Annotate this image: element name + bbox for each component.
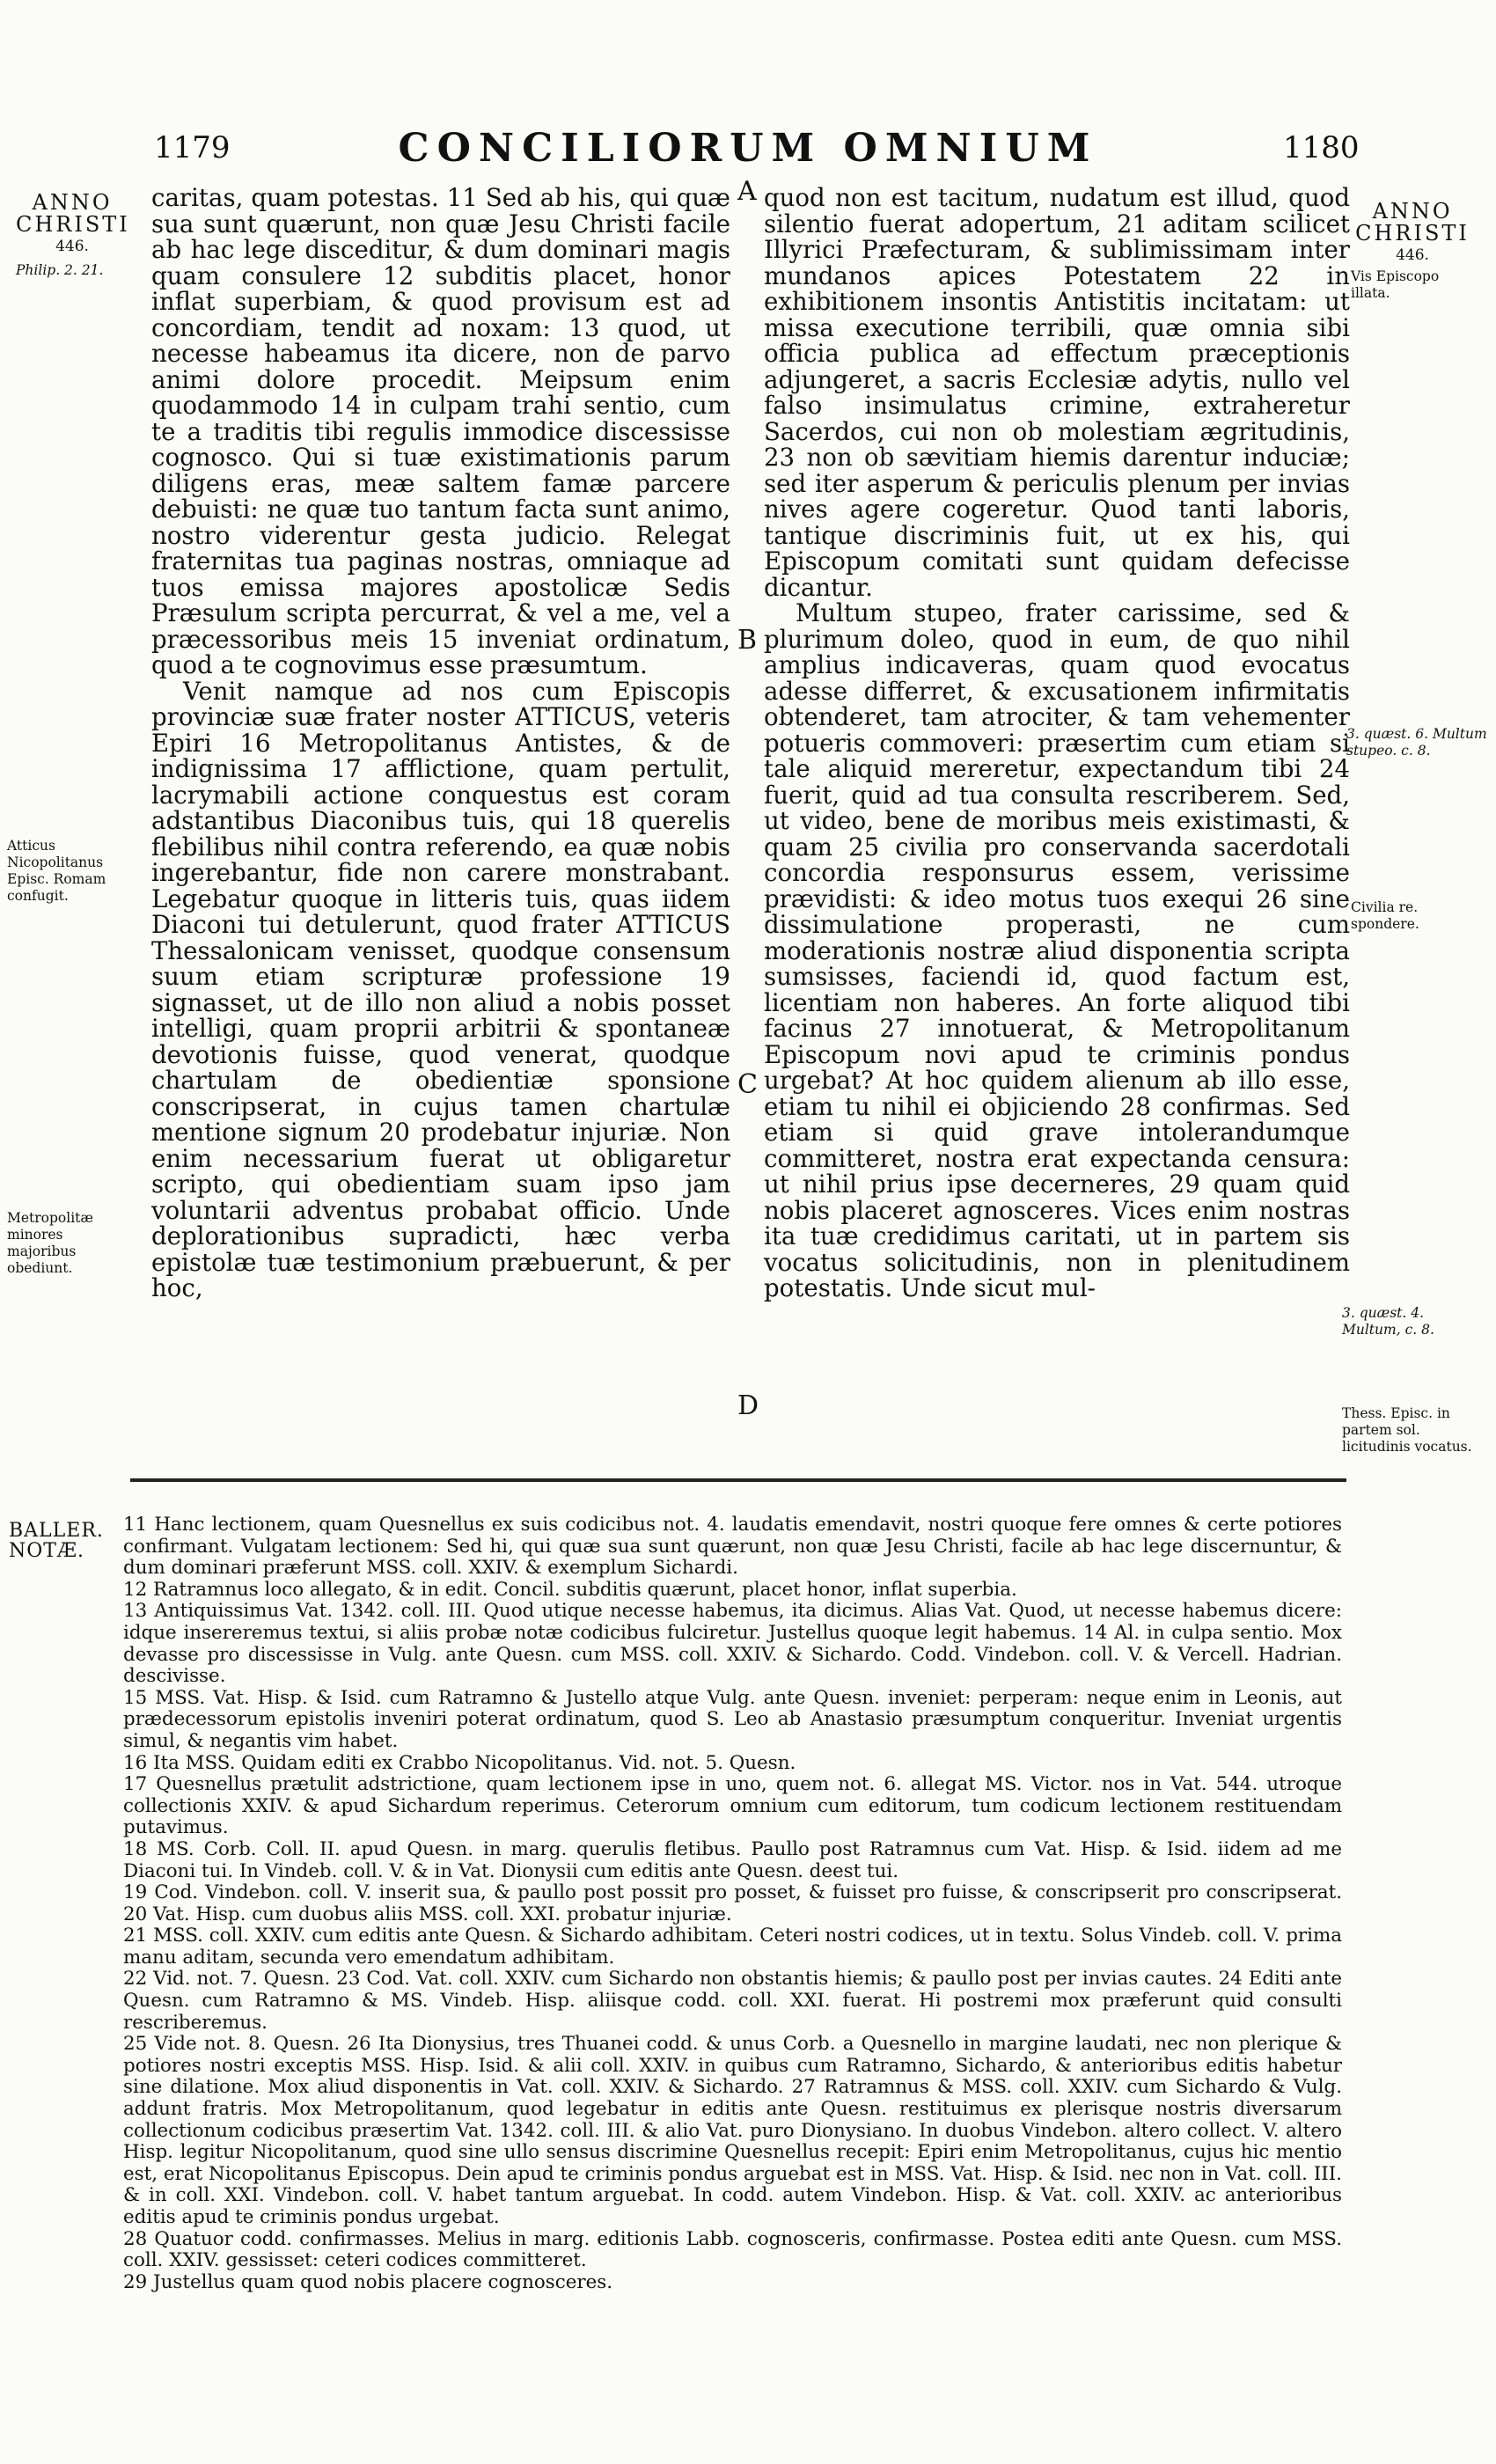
text-column-right [764, 185, 1350, 1302]
notes-label-baller: BALLER. [9, 1520, 104, 1542]
margin-note-quaest4: 3. quæst. 4. Multum, c. 8. [1342, 1305, 1434, 1338]
footnote: 15 MSS. Vat. Hisp. & Isid. cum Ratramno & Justello atque Vulg. ante Quesn. inveniet: perperam: neque enim in Leonis, aut prædecessorum epistolis inveniri poterat ordinatum, quod S. Leo ab Anastasio præsumptum conqueritur. Inveniat urgentis simul, & negantis vim habet. [123, 1686, 1342, 1752]
margin-note-quaest6: 3. quæst. 6. Multum stupeo. c. 8. [1346, 726, 1487, 759]
footnote: 21 MSS. coll. XXIV. cum editis ante Quesn. & Sichardo adhibitam. Ceteri nostri codices, ut in textu. Solus Vindeb. coll. V. prima manu aditam, secunda vero emendatum adhibitam. [123, 1925, 1342, 1969]
notes-label-notae: NOTÆ. [9, 1540, 84, 1562]
year-number: 446. [1396, 246, 1429, 264]
page-number-left: 1179 [154, 130, 231, 165]
paragraph: caritas, quam potestas. 11 Sed ab his, qui quæ sua sunt quærunt, non quæ Jesu Christi facile ab hac lege disceditur, & dum dominari magis quam consulere 12 subditis placet, honor inflat superbiam, & quod provisum est ad concordiam, tendit ad noxam: 13 quod, ut necesse habeamus ita dicere, non de parvo animi dolore procedit. Meipsum enim quodammodo 14 in culpam trahi sentio, cum te a traditis tibi regulis immodice discessisse cognosco. Qui si tuæ existimationis parum diligens eras, meæ saltem famæ parcere debuisti: ne quæ tuo tantum facta sunt animo, nostro viderentur gesta judicio. Relegat fraternitas tua paginas nostras, omniaque ad tuos emissa majores apostolicæ Sedis Præsulum scripta percurrat, & vel a me, vel a præcessoribus meis 15 inveniat ordinatum, quod a te cognovimus esse præsumtum. [151, 183, 730, 679]
running-title: CONCILIORUM OMNIUM [398, 126, 1098, 171]
footnote: 29 Justellus quam quod nobis placere cognosceres. [123, 2270, 613, 2293]
footnote: 28 Quatuor codd. confirmasses. Melius in marg. editionis Labb. cognosceris, confirmasse. Postea editi ante Quesn. cum MSS. coll. XXIV. gessisset: ceteri codices committeret. [123, 2227, 1342, 2272]
year-christi: CHRISTI [1355, 221, 1470, 246]
footnote: 25 Vide not. 8. Quesn. 26 Ita Dionysius, tres Thuanei codd. & unus Corb. a Quesnello in margine laudati, nec non plerique & potiores nostri exceptis MSS. Hisp. Isid. & alii coll. XXIV. in quibus cum Ratramno, Sichardo, & anterioribus editis habetur sine dilatione. Mox aliud disponentis in Vat. coll. XXIV. & Sichardo. 27 Ratramnus & MSS. coll. XXIV. cum Sichardo & Vulg. addunt fratris. Mox Metropolitanum, quod legebatur in editis ante Quesn. restituimus ex plerisque nostris diversarum collectionum codicibus præsertim Vat. 1342. coll. III. & alio Vat. puro Dionysiano. In duobus Vindebon. altero collect. V. altero Hisp. legitur Nicopolitanum, quod sine ullo sensus discrimine Quesnellus recepit: Epiri enim Metropolitanus, cujus hic mentio est, erat Nicopolitanus Episcopus. Dein apud te criminis pondus arguebat est in MSS. Vat. Hisp. & Isid. nec non in Vat. coll. III. & in coll. XXI. Vindebon. coll. V. habet tantum arguebat. In codd. autem Vindebon. Hisp. & Vat. coll. XXIV. ac anterioribus editis apud te criminis pondus urgebat. [123, 2033, 1342, 2228]
divider-rule [130, 1478, 1346, 1482]
margin-note-thess: Thess. Episc. in partem sol. licitudinis vocatus. [1342, 1405, 1472, 1455]
margin-note-metropolitae: Metropolitæ minores majoribus obediunt. [7, 1210, 93, 1276]
year-christi: CHRISTI [16, 212, 130, 237]
margin-note-philip: Philip. 2. 21. [16, 262, 104, 278]
footnote: 17 Quesnellus prætulit adstrictione, quam lectionem ipse in uno, quem not. 6. allegat MS. Victor. nos in Vat. 544. utroque collectionis XXIV. & apud Sichardum reperimus. Ceterorum omnium cum editorum, tum codicum lectionem restituendam putavimus. [123, 1773, 1342, 1839]
footnote: 18 MS. Corb. Coll. II. apud Quesn. in marg. querulis fletibus. Paullo post Ratramnus cum Vat. Hisp. & Isid. iidem ad me Diaconi tui. In Vindeb. coll. V. & in Vat. Dionysii cum editis ante Quesn. deest tui. [123, 1837, 1342, 1882]
year-number: 446. [55, 238, 89, 255]
section-mark-b: B [737, 625, 758, 656]
section-mark-c: C [737, 1069, 758, 1100]
year-anno: ANNO [1372, 199, 1453, 224]
footnote: 11 Hanc lectionem, quam Quesnellus ex suis codicibus not. 4. laudatis emendavit, nostri quoque fere omnes & certe potiores confirmant. Vulgatam lectionem: Sed hi, qui quæ sua sunt quærunt, non quæ Jesu Christi, facile ab hac lege discernuntur, & dum dominari præferunt MSS. coll. XXIV. & exemplum Sichardi. [123, 1514, 1342, 1580]
margin-note-civilia: Civilia re. spondere. [1351, 899, 1419, 932]
footnote: 22 Vid. not. 7. Quesn. 23 Cod. Vat. coll. XXIV. cum Sichardo non obstantis hiemis; & paullo post per invias cautes. 24 Editi ante Quesn. cum Ratramno & MS. Vindeb. Hisp. aliisque codd. coll. XXI. fuerat. Hi postremi mox præferunt quid consulti rescriberemus. [123, 1968, 1342, 2034]
paragraph: Multum stupeo, frater carissime, sed & plurimum doleo, quod in eum, de quo nihil amplius indicaveras, quam quod evocatus adesse differret, & excusationem infirmitatis obtenderet, tam atrociter, & tam vehementer potueris commoveri: præsertim cum etiam si tale aliquid mereretur, expectandum tibi 24 fuerit, quid ad tua consulta rescriberem. Sed, ut video, bene de moribus meis existimasti, & quam 25 civilia pro conservanda sacerdotali concordia responsurus essem, verissime prævidisti: & ideo motus tuos exequi 26 sine dissimulatione properasti, ne cum moderationis nostræ aliud disponentia scripta sumsisses, faciendi id, quod factum est, licentiam non haberes. An forte aliquod tibi facinus 27 innotuerat, & Metropolitanum Episcopum novi apud te criminis pondus urgebat? At hoc quidem alienum ab illo esse, etiam tu nihil ei objiciendo 28 confirmas. Sed etiam si quid grave intolerandumque committeret, nostra erat expectanda censura: ut nihil prius ipse decerneres, 29 quam quid nobis placeret agnosceres. Vices enim nostras ita tuæ credidimus caritati, ut in partem sis vocatus solicitudinis, non in plenitudinem potestatis. Unde sicut mul- [764, 598, 1350, 1302]
section-mark-a: A [737, 176, 757, 207]
year-anno: ANNO [32, 190, 113, 215]
footnote: 19 Cod. Vindebon. coll. V. inserit sua, & paullo post possit pro posset, & fuisset pro fuisse, & conscripserit pro conscripserat. 20 Vat. Hisp. cum duobus aliis MSS. coll. XXI. probatur injuriæ. [123, 1881, 1342, 1925]
margin-note-vis: Vis Episcopo illata. [1351, 268, 1440, 301]
page-number-right: 1180 [1283, 130, 1360, 165]
text-column-left [151, 185, 730, 1302]
paragraph: Venit namque ad nos cum Episcopis provinciæ suæ frater noster ATTICUS, veteris Epiri 16 Metropolitanus Antistes, & de indignissima 17 afflictione, quam pertulit, lacrymabili actione conquestus est coram adstantibus Diaconibus tuis, qui 18 querelis flebilibus nihil contra referendo, ea quæ nobis ingerebantur, fide non carere monstrabant. Legebatur quoque in litteris tuis, quas iidem Diaconi tui detulerunt, quod frater ATTICUS Thessalonicam venisset, quodque consensum suum etiam scripturæ professione 19 signasset, ut de illo non aliud a nobis posset intelligi, quam proprii arbitrii & spontaneæ devotionis fuisse, quod venerat, quodque chartulam de obedientiæ sponsione conscripserat, in cujus tamen chartulæ mentione signum 20 prodebatur injuriæ. Non enim necessarium fuerat ut obligaretur scripto, qui obedientiam suam ipso jam voluntarii adventus probabat officio. Unde deplorationibus supradicti, hæc verba epistolæ tuæ testimonium præbuerunt, & per hoc, [151, 676, 730, 1302]
footnote: 12 Ratramnus loco allegato, & in edit. Concil. subditis quærunt, placet honor, inflat superbia. [123, 1578, 1017, 1601]
notes-label [9, 1521, 114, 1561]
section-mark-d: D [737, 1390, 759, 1421]
footnotes [123, 1514, 1342, 2293]
paragraph: quod non est tacitum, nudatum est illud, quod silentio fuerat adopertum, 21 aditam scilicet Illyrici Præfecturam, & sublimissimam inter mundanos apices Potestatem 22 in exhibitionem insontis Antistitis incitatam: ut missa executione terribili, quæ omnia sibi officia publica ad effectum præceptionis adjungeret, a sacris Ecclesiæ adytis, nullo vel falso insimulatus crimine, extraheretur Sacerdos, cui non ob molestiam ægritudinis, 23 non ob sævitiam hiemis darentur induciæ; sed iter asperum & periculis plenum per invias nives agere cogeretur. Quod tanti laboris, tantique discriminis fuit, ut ex his, qui Episcopum comitati sunt quidam defecisse dicantur. [764, 183, 1350, 602]
margin-note-atticus: Atticus Nicopolitanus Episc. Romam confugit. [7, 838, 106, 904]
footnote: 13 Antiquissimus Vat. 1342. coll. III. Quod utique necesse habemus, ita dicimus. Alias Vat. Quod, ut necesse habemus dicere: idque insereremus textui, si aliis probæ notæ codicibus fulciretur. Justellus quoque legit habemus. 14 Al. in culpa sentio. Mox devasse pro discessisse in Vulg. ante Quesn. cum MSS. coll. XXIV. & Sichardo. Codd. Vindebon. coll. V. & Vercell. Hadrian. descivisse. [123, 1600, 1342, 1688]
year-right [1351, 201, 1474, 267]
footnote: 16 Ita MSS. Quidam editi ex Crabbo Nicopolitanus. Vid. not. 5. Quesn. [123, 1751, 796, 1774]
year-left [16, 192, 128, 258]
